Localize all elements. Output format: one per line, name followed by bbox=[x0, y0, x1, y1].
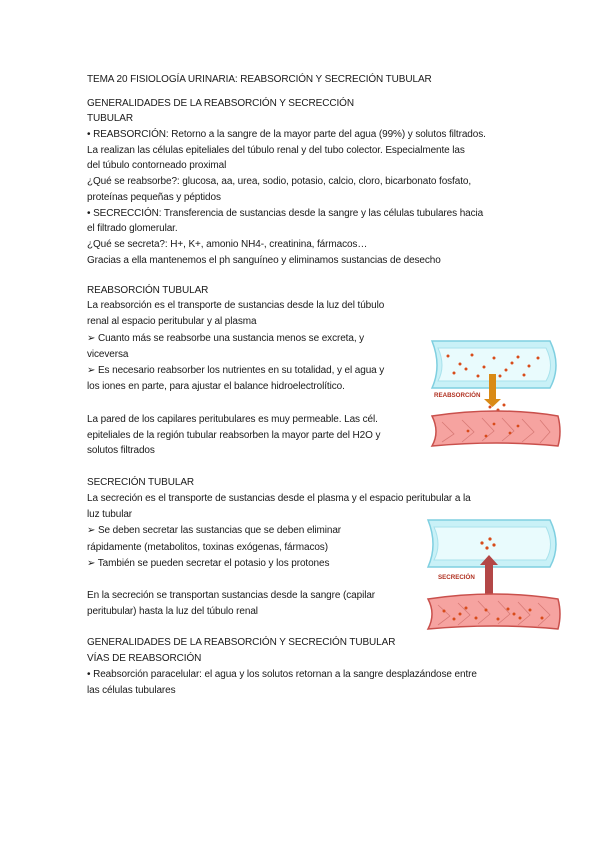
section2-heading: REABSORCIÓN TUBULAR bbox=[87, 285, 209, 296]
section4-text-line: las células tubulares bbox=[87, 685, 176, 696]
reabsorption-arrow-head bbox=[484, 399, 501, 407]
section1-text-line: La realizan las células epiteliales del túbulo renal y del tubo colector. Especialmente las bbox=[87, 145, 465, 156]
section2-text-line: epiteliales de la región tubular reabsorben la mayor parte del H2O y bbox=[87, 430, 381, 441]
section1-heading-line1: GENERALIDADES DE LA REABSORCIÓN Y SECRECCIÓN bbox=[87, 98, 354, 109]
section2-text-line: La pared de los capilares peritubulares es muy permeable. Las cél. bbox=[87, 414, 378, 425]
section3-text-line: En la secreción se transportan sustancias desde la sangre (capilar bbox=[87, 590, 376, 601]
section2-text-line: ➢ Es necesario reabsorber los nutrientes en su totalidad, y el agua y bbox=[87, 365, 385, 376]
reabsorption-diagram bbox=[428, 336, 564, 452]
reabsorption-arrow-shaft bbox=[489, 374, 496, 400]
reabsorption-label: REABSORCIÓN bbox=[434, 392, 481, 399]
section1-text-line: Gracias a ella mantenemos el ph sanguíneo y eliminamos sustancias de desecho bbox=[87, 255, 441, 266]
section3-text-line: La secreción es el transporte de sustancias desde el plasma y el espacio peritubular a la bbox=[87, 493, 471, 504]
tubule-lumen bbox=[434, 527, 551, 560]
section3-text-line: ➢ Se deben secretar las sustancias que se deben eliminar bbox=[87, 525, 342, 536]
section3-text-line: ➢ También se pueden secretar el potasio y los protones bbox=[87, 558, 330, 569]
section1-text-line: • SECRECCIÓN: Transferencia de sustancias desde la sangre y las células tubulares hacia bbox=[87, 208, 484, 219]
section2-text-line: renal al espacio peritubular y al plasma bbox=[87, 316, 257, 327]
secretion-label: SECRECIÓN bbox=[438, 574, 475, 581]
section2-text-line: solutos filtrados bbox=[87, 445, 155, 456]
section4-text-line: • Reabsorción paracelular: el agua y los solutos retornan a la sangre desplazándose entre bbox=[87, 669, 477, 680]
section4-heading-line2: VÍAS DE REABSORCIÓN bbox=[87, 653, 202, 664]
document-title: TEMA 20 FISIOLOGÍA URINARIA: REABSORCIÓN Y SECRECIÓN TUBULAR bbox=[87, 74, 432, 85]
section3-heading: SECRECIÓN TUBULAR bbox=[87, 477, 195, 488]
secretion-arrow-shaft bbox=[485, 565, 493, 595]
section1-text-line: del túbulo contorneado proximal bbox=[87, 160, 227, 171]
section2-text-line: ➢ Cuanto más se reabsorbe una sustancia menos se excreta, y bbox=[87, 333, 365, 344]
section2-text-line: viceversa bbox=[87, 349, 129, 360]
section2-text-line: La reabsorción es el transporte de sustancias desde la luz del túbulo bbox=[87, 300, 385, 311]
section3-text-line: luz tubular bbox=[87, 509, 133, 520]
section3-text-line: peritubular) hasta la luz del túbulo renal bbox=[87, 606, 258, 617]
section3-text-line: rápidamente (metabolitos, toxinas exógenas, fármacos) bbox=[87, 542, 328, 553]
section1-text-line: el filtrado glomerular. bbox=[87, 223, 178, 234]
section1-text-line: ¿Qué se reabsorbe?: glucosa, aa, urea, sodio, potasio, calcio, cloro, bicarbonato fosfato, bbox=[87, 176, 472, 187]
section1-heading-line2: TUBULAR bbox=[87, 113, 133, 124]
section1-text-line: proteínas pequeñas y péptidos bbox=[87, 192, 221, 203]
section1-text-line: • REABSORCIÓN: Retorno a la sangre de la mayor parte del agua (99%) y solutos filtrados. bbox=[87, 129, 486, 140]
secretion-diagram bbox=[424, 515, 564, 633]
capillary-shape bbox=[432, 411, 560, 446]
section4-heading-line1: GENERALIDADES DE LA REABSORCIÓN Y SECRECIÓN TUBULAR bbox=[87, 637, 396, 648]
section1-text-line: ¿Qué se secreta?: H+, K+, amonio NH4-, creatinina, fármacos… bbox=[87, 239, 368, 250]
section2-text-line: los iones en parte, para ajustar el balance hidroelectrolítico. bbox=[87, 381, 345, 392]
